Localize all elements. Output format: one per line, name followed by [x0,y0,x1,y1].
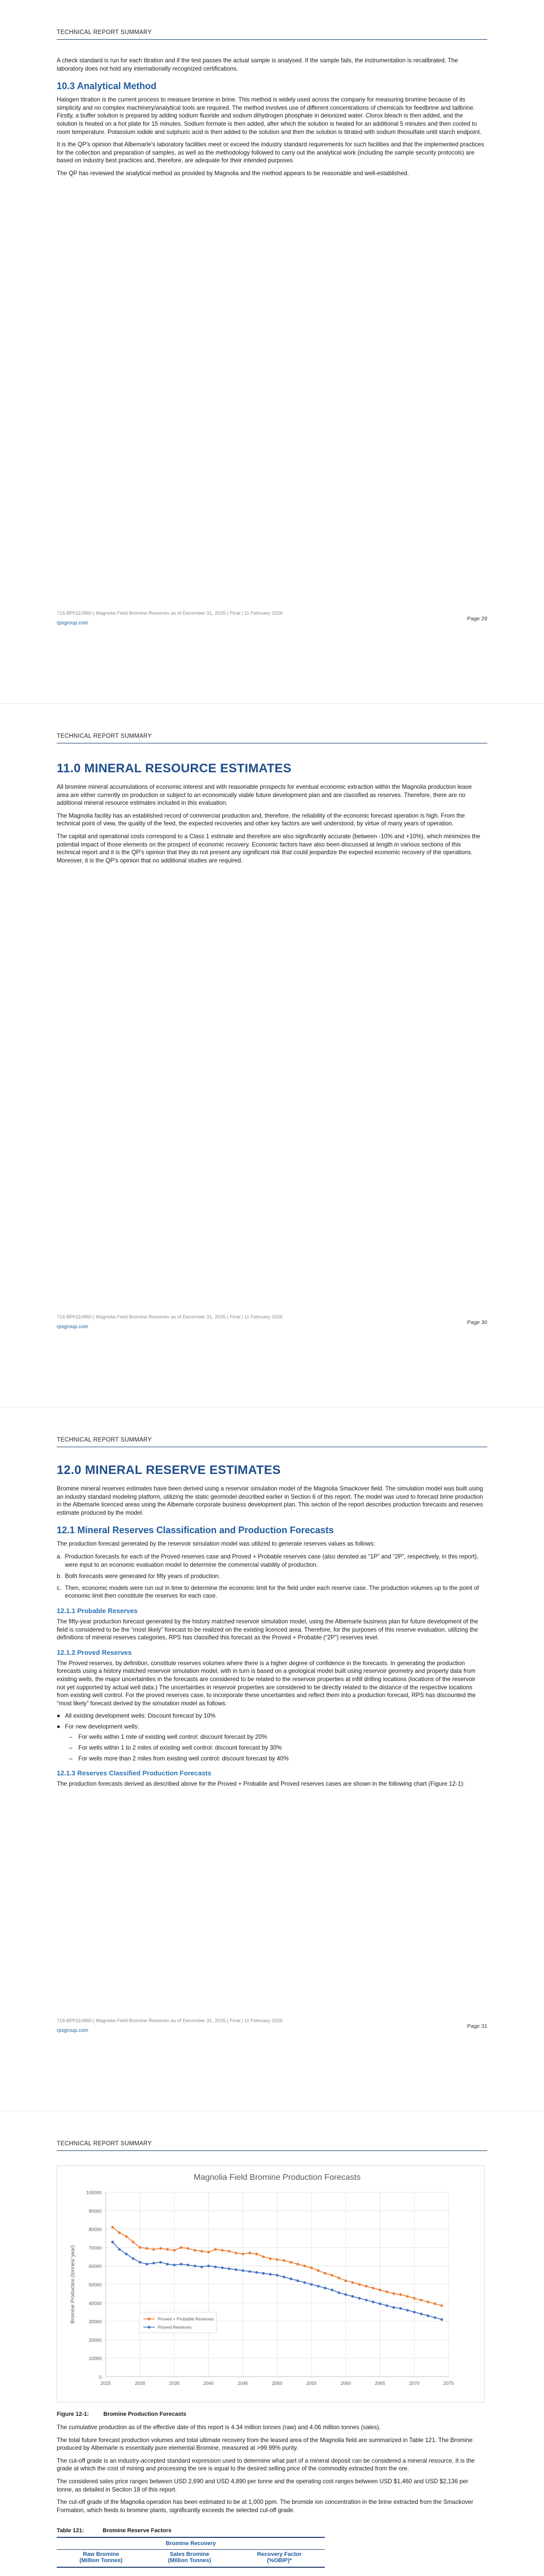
list-text: Then, economic models were run out in time to determine the economic limit for the field under each reserve case. The production volumes up to the point of economic limit then constitute the reserves for each case. [65,1584,479,1600]
data-point [365,2299,368,2301]
page-number: Page 29 [467,616,487,622]
data-point [331,2289,333,2291]
page-31 [0,1408,544,2111]
sub-list-item [69,1755,485,1763]
paragraph: The Magnolia facility has an established record of commercial production and, therefore, the reliability of the economic forecast operation is high. From the technical point of view, the quality of the feed, the expected recoveries and other key factors are well understood, by virtue of many years of operation. [57,812,465,827]
list-text: For wells more than 2 miles from existing well control: discount forecast by 40% [78,1755,289,1762]
data-point [262,2256,265,2258]
page-number: Page 30 [467,1319,487,1326]
reserve-factors-table [57,2537,325,2568]
data-point [132,2241,135,2243]
column-header-unit: (Million Tonnes) [168,2557,211,2564]
x-tick-label: 2035 [169,2381,180,2386]
data-point [420,2299,422,2301]
sub-list-item [69,1744,485,1752]
running-header: TECHNICAL REPORT SUMMARY [57,733,152,739]
data-point [228,2250,230,2252]
data-point [173,2249,175,2251]
production-forecast-chart [57,2165,485,2402]
list-text: For wells within 1 mile of existing well control: discount forecast by 20% [78,1734,268,1741]
data-point [193,2249,196,2251]
y-tick-label: 40000 [88,2300,102,2306]
header-rule [57,39,487,40]
column-header [145,2550,234,2566]
x-tick-label: 2055 [306,2381,317,2386]
data-point [413,2297,416,2299]
lettered-list [57,1553,485,1600]
data-point [324,2287,326,2290]
y-tick-label: 60000 [88,2264,102,2269]
dash-icon: – [69,1744,73,1752]
page-footer [57,611,487,631]
data-point [214,2265,217,2268]
bullet-icon: ● [57,1723,61,1730]
footer-reference: 716-BP0110860 | Magnolia Field Bromine Reserves as of December 31, 2025 | Final | 11 February 2026 [57,611,283,616]
data-point [283,2276,285,2278]
data-point [351,2295,354,2298]
data-point [310,2266,312,2269]
data-point [338,2277,340,2279]
data-point [201,2265,203,2268]
data-point [153,2248,155,2250]
x-tick-label: 2075 [443,2381,454,2386]
data-point [125,2252,127,2255]
page-30 [0,704,544,1407]
paragraph: The production forecast generated by the reservoir simulation model was utilized to generate reserves values as follows: [57,1540,375,1548]
page-number: Page 31 [467,2023,487,2029]
caption-label: Figure 12-1: [57,2411,89,2417]
column-header [57,2550,145,2566]
paragraph: Bromine mineral reserves estimates have been derived using a reservoir simulation model of the Magnolia Smackover field. The simulation model was built using an industry standard modeling platform, utilizing the static geomodel described earlier in Section 6 of this report. The model was used to forecast brine production in the Albemarle licenced areas using the Albemarle corporate business development plan. This section of the report describes production forecasts and reserves estimate produced by the model. [57,1485,483,1516]
data-point [283,2259,285,2262]
data-point [378,2302,381,2305]
data-point [420,2313,422,2315]
data-point [241,2252,244,2255]
section-heading: 12.1 Mineral Reserves Classification and Production Forecasts [57,1525,334,1536]
x-tick-label: 2070 [409,2381,420,2386]
paragraph: The production forecasts derived as described above for the Proved + Probable and Proved reserves cases are shown in the following chart (Figure 12-1): [57,1781,465,1788]
column-header-line: Sales Bromine [170,2551,209,2558]
subsection-heading: 12.1.2 Proved Reserves [57,1648,132,1656]
list-text: All existing development wells: Discount forecast by 10% [65,1713,216,1720]
paragraph: The cut-off grade of the Magnolia operation has been estimated to be at 1,000 ppm. The bromide ion concentration in the brine extracted from the Smackover Formation, which feeds to bromine plants, significantly exceeds the selected cut-off grade. [57,2499,473,2514]
data-point [262,2272,265,2275]
list-text: For new development wells: [65,1723,139,1730]
list-marker: a. [57,1553,62,1560]
data-point [255,2271,258,2274]
paragraph: The fifty-year production forecast generated by the history matched reservoir simulation model, using the Albemarle business plan for future development of the field is considered to be the “most likely” forecast to be realized on the existing licenced area. Therefore, for the purposes of this reserve evaluation, utilizing the definitions of mineral reserves categories, RPS has classified this forecast as the Proved + Probable (“2P”) reserves level. [57,1618,479,1641]
column-header [234,2550,325,2566]
table-caption [57,2528,485,2534]
x-tick-label: 2065 [374,2381,386,2386]
data-point [386,2304,388,2307]
footer-reference: 716-BP0110860 | Magnolia Field Bromine Reserves as of December 31, 2025 | Final | 11 February 2026 [57,1314,283,1320]
dash-icon: – [69,1755,73,1762]
data-point [180,2263,183,2265]
legend-box [139,2312,217,2333]
list-item [57,1572,485,1581]
data-point [145,2247,148,2250]
running-header: TECHNICAL REPORT SUMMARY [57,1437,152,1443]
chart-container [57,2165,485,2402]
paragraph: Halogen titration is the current process to measure bromine in brine. This method is widely used across the company for measuring bromine because of its simplicity and no complex machinery/analytical tools are required. The method involves use of different concentrations of chemicals for feedbrine and tailbrine. Firstly, a buffer solution is prepared by adding sodium fluoride and sodium dihydrogen phosphate in deionized water. Clorox bleach is then added, and the solution is heated on a hot plate for 15 minutes. Sodium formate is then added, after which the solution is heated for an additional 5 minutes and then cooled to room temperature. Potassium iodide and sulphuric acid is then added to the solution and then the solution is titrated with sodium thiosulfate until starch endpoint. [57,96,482,135]
table-label: Table 121: [57,2528,84,2534]
paragraph: The Proved reserves, by definition, constitute reserves volumes where there is a higher degree of confidence in the forecasts. In generating the production forecasts using a history matched reservoir simulation model, with in turn is based on a geological model built using reservoir geometry and property data from existing wells, the major uncertainties in the forecasts are considered to be related to the reservoir properties at infill drilling locations (locations of the reservoir not yet supported by actual well data.) The uncertainties in reservoir properties are considered to be directly related to the distance of the respective locations from existing well control. For the proved reserves case, to incorporate these uncertainties and reflect them into a production forecast, RPS has discounted the “most likely” forecast derived by the simulation model as follows: [57,1659,476,1707]
data-point [440,2304,443,2307]
data-point [399,2293,402,2296]
page-29 [0,0,544,703]
data-point [193,2265,196,2267]
x-tick-label: 2050 [272,2381,283,2386]
data-point [249,2252,251,2255]
data-point [139,2246,141,2249]
data-point [386,2291,388,2293]
paragraph: The capital and operational costs correspond to a Class 1 estimate and therefore are also significantly accurate (between -10% and +10%), which minimizes the potential impact of those elements on the prospect of economic recovery. Economic factors have also been discussed at length in various sections of this technical report and it is the QP's opinion that they do not present any significant risk that could jeopardize the expected economic recovery of the operations. Moreover, it is the QP's opinion that no additional studies are required. [57,833,481,864]
data-point [434,2316,436,2319]
data-point [118,2248,121,2250]
y-tick-label: 0 [98,2375,102,2380]
data-point [440,2318,443,2320]
list-item [57,1584,485,1600]
data-point [358,2297,361,2299]
data-point [351,2281,354,2284]
list-item [57,1712,485,1720]
subsection-heading: 12.1.3 Reserves Classified Production Forecasts [57,1769,211,1777]
data-point [331,2274,333,2277]
list-marker: c. [57,1584,62,1591]
data-point [221,2249,224,2251]
running-header: TECHNICAL REPORT SUMMARY [57,29,152,36]
bullet-icon: ● [57,1713,61,1720]
data-point [235,2252,237,2255]
legend-swatch-marker [147,2317,150,2320]
data-point [406,2295,409,2298]
chart-title: Magnolia Field Bromine Production Forecasts [193,2173,361,2182]
paragraph: A check standard is run for each titration and if the test passes the actual sample is analysed. If the sample fails, the instrumentation is recalibrated. The laboratory does not hold any internationally recognized certifications. [57,57,458,72]
list-text: Both forecasts were generated for fifty years of production. [65,1573,220,1580]
y-tick-label: 10000 [88,2356,102,2362]
paragraph: The cut-off grade is an industry-accepted standard expression used to determine what part of a mineral deposit can be considered a mineral resource. It is the grade at which the cost of mining and processing the ore is equal to the desired selling price of the commodity extracted from the ore. [57,2457,475,2472]
paragraph: The cumulative production as of the effective date of this report is 4.34 million tonnes (raw) and 4.06 million tonnes (sales). [57,2424,381,2431]
data-point [139,2261,141,2263]
bullet-list [57,1712,485,1762]
data-point [290,2278,292,2280]
data-point [111,2241,114,2243]
data-point [207,2251,210,2253]
data-point [159,2261,162,2263]
list-text: Production forecasts for each of the Proved reserves case and Proved + Probable reserves case (also denoted as “1P” and “2P”, respectively, in this report), were input to an economic evaluation model to determine the commercial viability of production. [65,1553,479,1568]
chart-frame [57,2166,485,2402]
footer-reference: 716-BP0110860 | Magnolia Field Bromine Reserves as of December 31, 2025 | Final | 11 February 2026 [57,2018,283,2024]
data-point [276,2274,278,2277]
data-point [207,2265,210,2267]
y-axis-label: Bromine Production (tonnes/ year) [70,2245,76,2324]
data-point [324,2272,326,2275]
data-point [392,2306,395,2309]
sub-list-item [69,1733,485,1741]
table-bottom-rule [57,2565,325,2567]
data-point [125,2235,127,2238]
dash-icon: – [69,1734,73,1741]
data-point [166,2263,169,2265]
caption-text: Bromine Production Forecasts [103,2411,187,2417]
paragraph: The considered sales price ranges between USD 2,690 and USD 4,890 per tonne and the operating cost ranges between USD $1,460 and USD $2,136 per tonne, as detailed in Section 18 of this report. [57,2478,468,2493]
x-tick-label: 2040 [203,2381,214,2386]
paragraph: The total future forecast production volumes and total ultimate recovery from the leased area of the Magnolia field are summarized in Table 121. The Bromine produced by Albemarle is essentially pure elemental Bromine, measured at >99.99% purity. [57,2436,473,2452]
x-tick-label: 2060 [340,2381,351,2386]
section-heading: 10.3 Analytical Method [57,81,157,92]
x-tick-label: 2045 [237,2381,249,2386]
y-tick-label: 80000 [88,2227,102,2232]
paragraph: The QP has reviewed the analytical method as provided by Magnolia and the method appears to be reasonable and well-established. [57,170,409,177]
legend-swatch-marker [147,2326,150,2328]
subsection-heading: 12.1.1 Probable Reserves [57,1606,138,1615]
figure-caption [57,2411,485,2417]
y-tick-label: 70000 [88,2245,102,2251]
data-point [111,2226,114,2228]
y-tick-label: 100000 [86,2190,102,2195]
page-footer [57,2018,487,2039]
running-header: TECHNICAL REPORT SUMMARY [57,2141,152,2147]
footer-website[interactable]: rpsgroup.com [57,2028,89,2033]
data-point [303,2265,306,2267]
list-text: For wells within 1 to 2 miles of existing well control: discount forecast by 30% [78,1744,282,1752]
data-point [221,2266,224,2269]
data-point [153,2262,155,2264]
list-item [57,1553,485,1569]
column-header-line: Raw Bromine [83,2551,119,2558]
data-point [145,2263,148,2265]
data-point [269,2257,272,2260]
header-rule [57,2150,487,2151]
data-point [427,2314,430,2317]
data-point [317,2269,320,2272]
data-point [310,2283,312,2285]
data-point [296,2263,299,2265]
data-point [365,2285,368,2287]
data-point [187,2264,189,2266]
data-point [399,2307,402,2310]
table-title: Bromine Reserve Factors [103,2528,172,2534]
column-header-unit: (%OBIP)* [267,2557,292,2564]
data-point [228,2267,230,2270]
data-point [358,2283,361,2285]
footer-website[interactable]: rpsgroup.com [57,1324,89,1330]
paragraph: It is the QP's opinion that Albemarle's laboratory facilities meet or exceed the industry standard requirements for such facilities and that the implemented practices for the collection and preparation of samples, as well as the methodology followed to carry out the analytical work (including the sample security protocols) are based on industry best practices and, therefore, are adequate for their intended purposes. [57,141,484,164]
data-point [214,2248,217,2250]
y-tick-label: 30000 [88,2319,102,2325]
data-point [249,2270,251,2273]
data-point [235,2268,237,2271]
data-point [180,2246,183,2249]
data-point [344,2293,347,2296]
table-group-header: Bromine Recovery [57,2537,325,2550]
data-point [338,2292,340,2294]
data-point [159,2247,162,2250]
data-point [269,2273,272,2276]
data-point [406,2309,409,2312]
data-point [132,2257,135,2260]
data-point [201,2250,203,2252]
list-marker: b. [57,1573,62,1580]
column-header-line: Recovery Factor [257,2551,302,2558]
data-point [166,2248,169,2250]
data-point [118,2231,121,2234]
data-point [372,2287,374,2290]
data-point [187,2247,189,2250]
data-point [296,2279,299,2282]
column-header-unit: (Million Tonnes) [79,2557,123,2564]
legend-label: Proved Reserves [158,2325,192,2330]
page-footer [57,1314,487,1335]
footer-website[interactable]: rpsgroup.com [57,620,89,626]
data-point [241,2269,244,2272]
paragraph: All bromine mineral accumulations of economic interest and with reasonable prospects for eventual economic extraction within the Magnolia production lease area are either currently on production or subject to an economically viable future development plan and are classified as reserves. Therefore, there are no additional mineral resource estimates included in this evaluation. [57,784,472,807]
x-tick-label: 2030 [135,2381,145,2386]
data-point [413,2311,416,2313]
data-point [173,2264,175,2266]
data-point [427,2300,430,2303]
data-point [434,2302,436,2305]
page-32 [0,2111,544,2576]
data-point [276,2258,278,2261]
data-point [317,2285,320,2287]
legend-label: Proved + Probable Reserves [158,2316,214,2321]
x-tick-label: 2025 [100,2381,111,2386]
list-item [57,1723,485,1731]
y-tick-label: 90000 [88,2208,102,2214]
y-tick-label: 50000 [88,2282,102,2287]
data-point [392,2292,395,2295]
data-point [372,2300,374,2303]
y-tick-label: 20000 [88,2337,102,2343]
chapter-heading: 12.0 MINERAL RESERVE ESTIMATES [57,1463,281,1477]
data-point [378,2289,381,2291]
data-point [344,2279,347,2282]
data-point [255,2252,258,2255]
data-point [290,2261,292,2263]
chapter-heading: 11.0 MINERAL RESOURCE ESTIMATES [57,761,292,775]
data-point [303,2281,306,2284]
